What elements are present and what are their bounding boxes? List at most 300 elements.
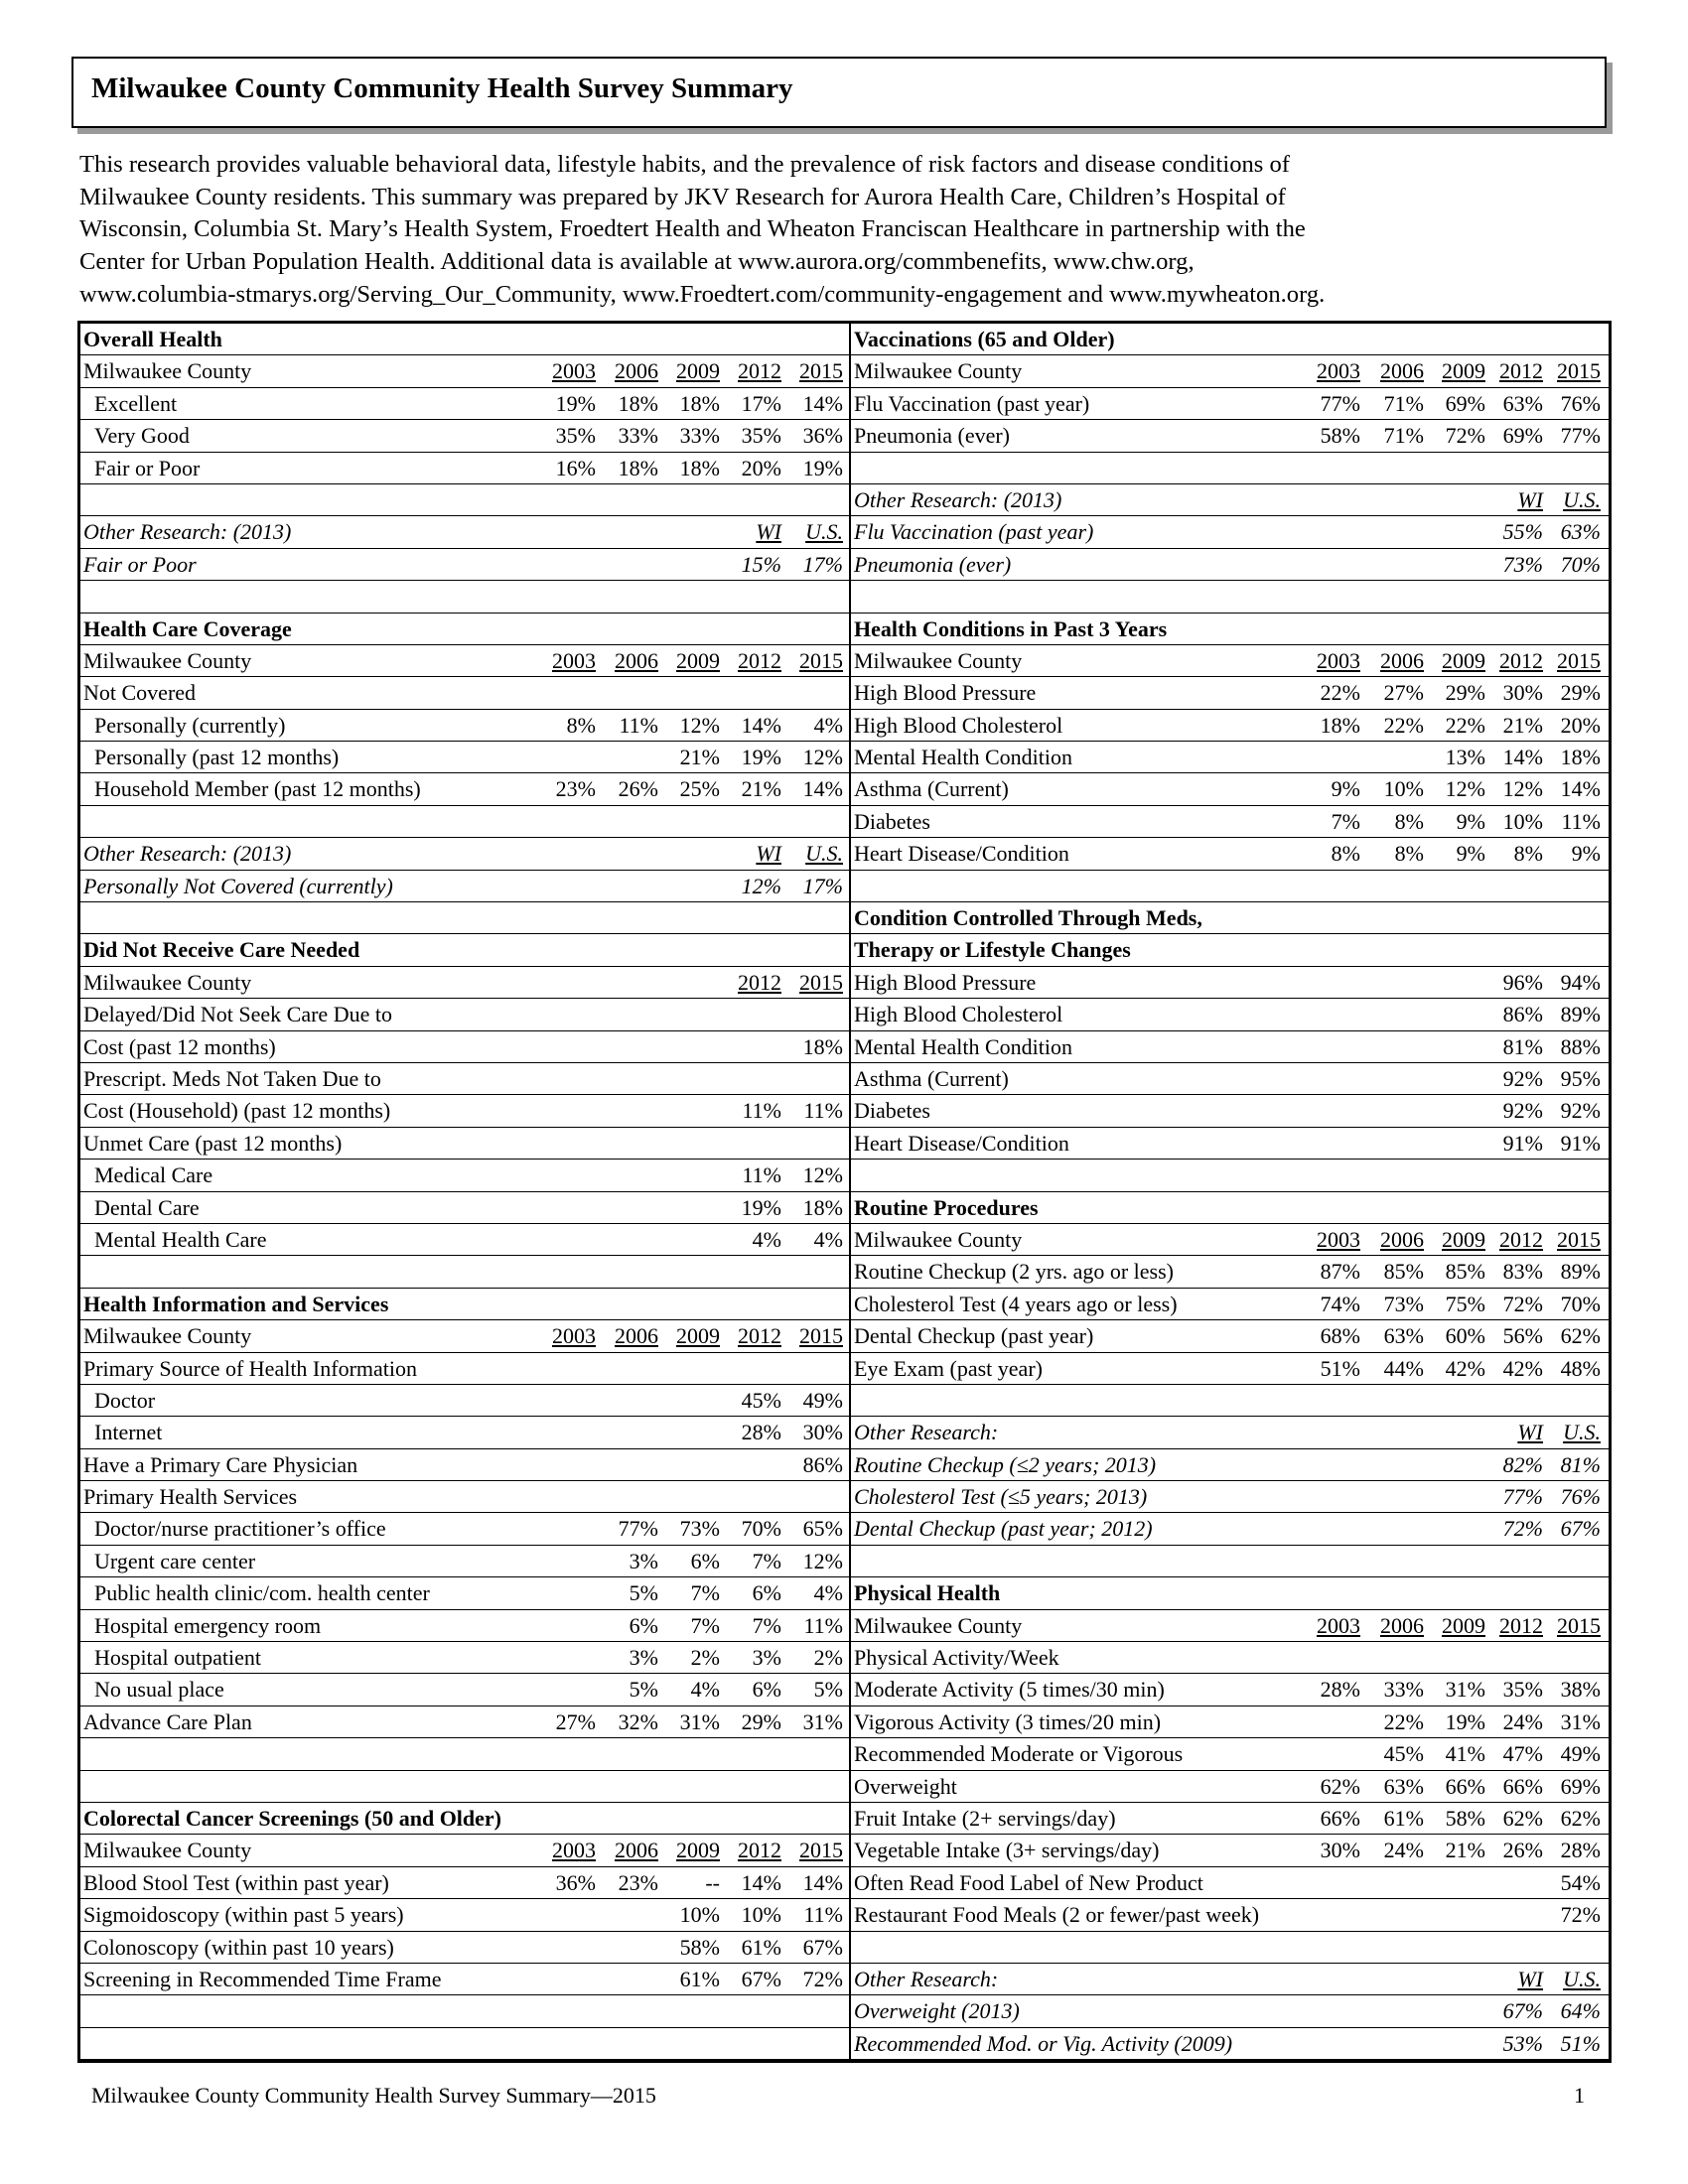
- value-cell: 10%: [741, 1902, 781, 1928]
- value-cell: 5%: [629, 1580, 658, 1606]
- section-heading: [851, 1577, 1609, 1609]
- value-cell: 89%: [1560, 1259, 1601, 1285]
- blank-row: [851, 1385, 1609, 1417]
- value-cell: 2003: [552, 358, 596, 384]
- value-cell: 9%: [1571, 841, 1601, 867]
- blank-row: [851, 581, 1609, 613]
- row-label: Moderate Activity (5 times/30 min): [854, 1677, 1165, 1703]
- value-cell: 7%: [1331, 808, 1360, 834]
- value-cell: 4%: [690, 1677, 720, 1703]
- row-label: Cost (Household) (past 12 months): [83, 1098, 391, 1124]
- row-label: Screening in Recommended Time Frame: [83, 1966, 442, 1991]
- section-heading: [80, 614, 849, 645]
- table-row: [80, 1577, 849, 1609]
- table-row: [80, 453, 849, 484]
- value-cell: 77%: [1502, 1484, 1543, 1510]
- value-cell: 2012: [738, 1323, 781, 1349]
- row-label: Personally Not Covered (currently): [83, 873, 393, 898]
- value-cell: 47%: [1502, 1741, 1543, 1767]
- value-cell: 28%: [741, 1420, 781, 1445]
- value-cell: 69%: [1560, 1773, 1601, 1799]
- section-heading: [80, 934, 849, 966]
- table-row: [851, 1835, 1609, 1866]
- value-cell: 12%: [802, 1548, 843, 1573]
- value-cell: 76%: [1560, 1484, 1601, 1510]
- value-cell: 31%: [1560, 1708, 1601, 1734]
- value-cell: 6%: [690, 1548, 720, 1573]
- value-cell: 51%: [1560, 2030, 1601, 2056]
- value-cell: U.S.: [1563, 486, 1601, 512]
- value-cell: 20%: [741, 455, 781, 480]
- table-row: [80, 1095, 849, 1127]
- value-cell: 6%: [629, 1612, 658, 1638]
- value-cell: 19%: [802, 455, 843, 480]
- value-cell: WI: [1517, 1420, 1543, 1445]
- value-cell: 62%: [1560, 1805, 1601, 1831]
- value-cell: 26%: [1502, 1838, 1543, 1863]
- value-cell: 82%: [1502, 1451, 1543, 1477]
- table-row: [851, 742, 1609, 773]
- intro-line: Milwaukee County residents. This summary was prepared by JKV Research for Aurora Health Care, Children’s Hospital of: [79, 183, 1286, 210]
- value-cell: 72%: [1445, 423, 1485, 449]
- row-label: Primary Source of Health Information: [83, 1355, 418, 1381]
- value-cell: 8%: [1513, 841, 1543, 867]
- value-cell: 18%: [679, 390, 720, 416]
- table-row: [80, 1160, 849, 1191]
- blank-row: [80, 1738, 849, 1770]
- value-cell: 66%: [1445, 1773, 1485, 1799]
- row-label: Overweight: [854, 1773, 957, 1799]
- value-cell: 67%: [741, 1966, 781, 1991]
- value-cell: 16%: [555, 455, 596, 480]
- value-cell: 25%: [679, 776, 720, 802]
- section-heading: [851, 902, 1609, 934]
- table-row: [80, 1481, 849, 1513]
- value-cell: 2009: [1442, 647, 1485, 673]
- row-label: Fair or Poor: [94, 455, 201, 480]
- value-cell: 74%: [1320, 1291, 1360, 1316]
- row-label: Milwaukee County: [83, 1838, 252, 1863]
- table-row: [80, 1192, 849, 1224]
- table-row: [80, 710, 849, 742]
- value-cell: 2015: [1557, 358, 1601, 384]
- value-cell: 21%: [741, 776, 781, 802]
- value-cell: 2012: [1499, 647, 1543, 673]
- value-cell: 22%: [1383, 712, 1424, 738]
- value-cell: 2009: [1442, 1226, 1485, 1252]
- row-label: Primary Health Services: [83, 1484, 298, 1510]
- value-cell: 21%: [1445, 1838, 1485, 1863]
- value-cell: 30%: [802, 1420, 843, 1445]
- section-heading: [851, 1192, 1609, 1224]
- row-label: Milwaukee County: [83, 969, 252, 995]
- value-cell: 10%: [1502, 808, 1543, 834]
- value-cell: 19%: [1445, 1708, 1485, 1734]
- value-cell: 6%: [752, 1677, 781, 1703]
- value-cell: 72%: [802, 1966, 843, 1991]
- value-cell: 67%: [802, 1934, 843, 1960]
- value-cell: 73%: [1383, 1291, 1424, 1316]
- table-row: [80, 677, 849, 709]
- row-label: Dental Checkup (past year; 2012): [854, 1516, 1153, 1542]
- value-cell: 2012: [738, 969, 781, 995]
- value-cell: 70%: [1560, 1291, 1601, 1316]
- value-cell: 8%: [566, 712, 596, 738]
- value-cell: 7%: [752, 1548, 781, 1573]
- table-row: [80, 1031, 849, 1063]
- value-cell: 58%: [679, 1934, 720, 1960]
- value-cell: 2012: [1499, 358, 1543, 384]
- value-cell: 7%: [690, 1612, 720, 1638]
- row-label: High Blood Cholesterol: [854, 712, 1063, 738]
- table-row: [80, 1706, 849, 1738]
- value-cell: 67%: [1560, 1516, 1601, 1542]
- other-research-header: [851, 1964, 1609, 1995]
- row-label: Blood Stool Test (within past year): [83, 1869, 389, 1895]
- value-cell: 2012: [738, 358, 781, 384]
- value-cell: 18%: [679, 455, 720, 480]
- value-cell: 2009: [676, 1323, 720, 1349]
- value-cell: 21%: [1502, 712, 1543, 738]
- value-cell: 2%: [813, 1645, 843, 1671]
- row-label: Heart Disease/Condition: [854, 841, 1069, 867]
- value-cell: 2006: [615, 647, 658, 673]
- value-cell: 58%: [1445, 1805, 1485, 1831]
- table-row: [80, 1867, 849, 1899]
- row-label: Personally (past 12 months): [94, 745, 340, 770]
- other-research-row: [851, 1481, 1609, 1513]
- row-label: Pneumonia (ever): [854, 551, 1012, 577]
- value-cell: 18%: [802, 1033, 843, 1059]
- value-cell: 11%: [803, 1612, 843, 1638]
- value-cell: 2003: [1317, 647, 1360, 673]
- other-research-header: [851, 484, 1609, 516]
- value-cell: 11%: [1561, 808, 1601, 834]
- row-label: Advance Care Plan: [83, 1708, 252, 1734]
- value-cell: 11%: [742, 1098, 781, 1124]
- value-cell: 2009: [676, 358, 720, 384]
- table-row: [851, 677, 1609, 709]
- value-cell: 45%: [741, 1387, 781, 1413]
- value-cell: 8%: [1394, 808, 1424, 834]
- value-cell: 2009: [1442, 1612, 1485, 1638]
- value-cell: 66%: [1502, 1773, 1543, 1799]
- row-label: Prescript. Meds Not Taken Due to: [83, 1065, 381, 1091]
- value-cell: 2015: [799, 1838, 843, 1863]
- row-label: Overweight (2013): [854, 1998, 1020, 2024]
- value-cell: 11%: [619, 712, 658, 738]
- value-cell: 76%: [1560, 390, 1601, 416]
- blank-row: [851, 871, 1609, 902]
- value-cell: 29%: [1445, 680, 1485, 706]
- value-cell: 69%: [1445, 390, 1485, 416]
- row-label: Milwaukee County: [83, 647, 252, 673]
- value-cell: 19%: [741, 1194, 781, 1220]
- row-label: Routine Procedures: [854, 1194, 1039, 1220]
- row-label: Milwaukee County: [83, 358, 252, 384]
- row-label: Other Research:: [854, 1966, 999, 1991]
- value-cell: 8%: [1394, 841, 1424, 867]
- value-cell: 85%: [1445, 1259, 1485, 1285]
- intro-line: Wisconsin, Columbia St. Mary’s Health System, Froedtert Health and Wheaton Franciscan Healthcare in partnership with the: [79, 215, 1306, 243]
- value-cell: 14%: [802, 776, 843, 802]
- table-row: [851, 1642, 1609, 1674]
- other-research-header: [80, 838, 849, 870]
- table-row: [851, 806, 1609, 838]
- value-cell: 71%: [1383, 423, 1424, 449]
- value-cell: 61%: [1383, 1805, 1424, 1831]
- row-label: Physical Activity/Week: [854, 1645, 1059, 1671]
- value-cell: 62%: [1560, 1323, 1601, 1349]
- value-cell: 60%: [1445, 1323, 1485, 1349]
- row-label: Milwaukee County: [854, 1612, 1023, 1638]
- value-cell: 44%: [1383, 1355, 1424, 1381]
- row-label: Mental Health Care: [94, 1226, 267, 1252]
- value-cell: 91%: [1502, 1130, 1543, 1156]
- table-row: [80, 1513, 849, 1545]
- value-cell: 9%: [1456, 808, 1485, 834]
- value-cell: 73%: [679, 1516, 720, 1542]
- table-row: [80, 1610, 849, 1642]
- value-cell: 38%: [1560, 1677, 1601, 1703]
- row-label: Very Good: [94, 423, 190, 449]
- value-cell: 81%: [1502, 1033, 1543, 1059]
- value-cell: 92%: [1560, 1098, 1601, 1124]
- value-cell: 72%: [1502, 1516, 1543, 1542]
- value-cell: 29%: [1560, 680, 1601, 706]
- value-cell: WI: [756, 841, 781, 867]
- value-cell: 24%: [1383, 1838, 1424, 1863]
- table-row: [851, 1771, 1609, 1803]
- value-cell: 35%: [1502, 1677, 1543, 1703]
- year-header-row: [851, 355, 1609, 387]
- blank-row: [80, 1995, 849, 2027]
- row-label: Vigorous Activity (3 times/20 min): [854, 1708, 1162, 1734]
- row-label: Mental Health Condition: [854, 1033, 1072, 1059]
- value-cell: 73%: [1502, 551, 1543, 577]
- table-row: [851, 1674, 1609, 1706]
- value-cell: 70%: [741, 1516, 781, 1542]
- value-cell: 12%: [802, 1162, 843, 1188]
- value-cell: 8%: [1331, 841, 1360, 867]
- value-cell: 66%: [1320, 1805, 1360, 1831]
- row-label: Health Information and Services: [83, 1291, 389, 1316]
- value-cell: 2015: [1557, 1612, 1601, 1638]
- value-cell: 29%: [741, 1708, 781, 1734]
- row-label: Restaurant Food Meals (2 or fewer/past week): [854, 1902, 1260, 1928]
- row-label: Hospital emergency room: [94, 1612, 322, 1638]
- value-cell: 3%: [752, 1645, 781, 1671]
- row-label: No usual place: [94, 1677, 224, 1703]
- section-heading: [851, 934, 1609, 966]
- value-cell: 12%: [741, 873, 781, 898]
- value-cell: 30%: [1502, 680, 1543, 706]
- value-cell: 2012: [1499, 1612, 1543, 1638]
- value-cell: 14%: [802, 1869, 843, 1895]
- value-cell: 2003: [552, 1323, 596, 1349]
- value-cell: 51%: [1320, 1355, 1360, 1381]
- value-cell: 30%: [1320, 1838, 1360, 1863]
- year-header-row: [80, 645, 849, 677]
- value-cell: 31%: [802, 1708, 843, 1734]
- value-cell: 2%: [690, 1645, 720, 1671]
- table-row: [80, 773, 849, 805]
- row-label: Milwaukee County: [83, 1323, 252, 1349]
- row-label: Routine Checkup (2 yrs. ago or less): [854, 1259, 1174, 1285]
- row-label: Have a Primary Care Physician: [83, 1451, 358, 1477]
- value-cell: 2012: [1499, 1226, 1543, 1252]
- value-cell: 19%: [741, 745, 781, 770]
- row-label: Therapy or Lifestyle Changes: [854, 937, 1131, 963]
- value-cell: 68%: [1320, 1323, 1360, 1349]
- other-research-row: [851, 1513, 1609, 1545]
- table-row: [80, 1385, 849, 1417]
- row-label: Doctor: [94, 1387, 156, 1413]
- value-cell: 92%: [1502, 1098, 1543, 1124]
- value-cell: 70%: [1560, 551, 1601, 577]
- row-label: Health Conditions in Past 3 Years: [854, 615, 1168, 641]
- value-cell: 64%: [1560, 1998, 1601, 2024]
- intro-paragraph: [79, 149, 1628, 312]
- table-row: [80, 1449, 849, 1481]
- row-label: Colorectal Cancer Screenings (50 and Older): [83, 1805, 502, 1831]
- row-label: Flu Vaccination (past year): [854, 390, 1090, 416]
- value-cell: 18%: [802, 1194, 843, 1220]
- value-cell: 49%: [802, 1387, 843, 1413]
- value-cell: 85%: [1383, 1259, 1424, 1285]
- value-cell: --: [705, 1869, 720, 1895]
- row-label: Not Covered: [83, 680, 197, 706]
- value-cell: 5%: [629, 1677, 658, 1703]
- value-cell: 2012: [738, 1838, 781, 1863]
- table-row: [80, 420, 849, 452]
- row-label: Other Research: (2013): [83, 519, 292, 545]
- blank-row: [80, 902, 849, 934]
- blank-row: [851, 1160, 1609, 1191]
- value-cell: 36%: [555, 1869, 596, 1895]
- value-cell: WI: [1517, 1966, 1543, 1991]
- value-cell: 86%: [802, 1451, 843, 1477]
- table-row: [851, 1320, 1609, 1352]
- other-research-row: [851, 1449, 1609, 1481]
- table-row: [851, 1899, 1609, 1931]
- row-label: Personally (currently): [94, 712, 286, 738]
- value-cell: 96%: [1502, 969, 1543, 995]
- value-cell: 18%: [1320, 712, 1360, 738]
- year-header-row: [80, 355, 849, 387]
- table-row: [851, 420, 1609, 452]
- value-cell: 12%: [802, 745, 843, 770]
- value-cell: 17%: [802, 551, 843, 577]
- row-label: Medical Care: [94, 1162, 213, 1188]
- value-cell: 48%: [1560, 1355, 1601, 1381]
- row-label: Overall Health: [83, 327, 222, 351]
- row-label: Often Read Food Label of New Product: [854, 1869, 1203, 1895]
- row-label: Physical Health: [854, 1580, 1001, 1606]
- value-cell: U.S.: [805, 841, 843, 867]
- summary-table: [77, 321, 1612, 2063]
- row-label: Flu Vaccination (past year): [854, 519, 1094, 545]
- value-cell: 4%: [813, 712, 843, 738]
- table-row: [851, 1095, 1609, 1127]
- value-cell: 94%: [1560, 969, 1601, 995]
- row-label: Internet: [94, 1420, 163, 1445]
- value-cell: 88%: [1560, 1033, 1601, 1059]
- year-header-row: [851, 1610, 1609, 1642]
- value-cell: 71%: [1383, 390, 1424, 416]
- row-label: Fruit Intake (2+ servings/day): [854, 1805, 1116, 1831]
- row-label: Public health clinic/com. health center: [94, 1580, 430, 1606]
- value-cell: 2006: [1380, 1612, 1424, 1638]
- value-cell: 31%: [679, 1708, 720, 1734]
- value-cell: 89%: [1560, 1002, 1601, 1027]
- row-label: Doctor/nurse practitioner’s office: [94, 1516, 386, 1542]
- value-cell: 27%: [555, 1708, 596, 1734]
- value-cell: 22%: [1320, 680, 1360, 706]
- value-cell: 32%: [618, 1708, 658, 1734]
- value-cell: 14%: [741, 1869, 781, 1895]
- value-cell: 77%: [1320, 390, 1360, 416]
- value-cell: 35%: [741, 423, 781, 449]
- blank-row: [80, 1771, 849, 1803]
- value-cell: 33%: [618, 423, 658, 449]
- value-cell: 26%: [618, 776, 658, 802]
- row-label: Milwaukee County: [854, 358, 1023, 384]
- row-label: Diabetes: [854, 1098, 930, 1124]
- intro-line: www.columbia-stmarys.org/Serving_Our_Community, www.Froedtert.com/community-engagement and www.mywheaton.org.: [79, 280, 1326, 308]
- value-cell: 9%: [1331, 776, 1360, 802]
- row-label: Milwaukee County: [854, 1226, 1023, 1252]
- table-row: [851, 999, 1609, 1030]
- table-row: [80, 1674, 849, 1706]
- value-cell: 2006: [1380, 1226, 1424, 1252]
- table-row: [80, 1899, 849, 1931]
- value-cell: 86%: [1502, 1002, 1543, 1027]
- value-cell: 33%: [679, 423, 720, 449]
- blank-row: [80, 1256, 849, 1288]
- row-label: Asthma (Current): [854, 776, 1009, 802]
- value-cell: 15%: [741, 551, 781, 577]
- table-row: [851, 967, 1609, 999]
- other-research-row: [851, 549, 1609, 581]
- value-cell: 18%: [1560, 745, 1601, 770]
- value-cell: U.S.: [805, 519, 843, 545]
- value-cell: 81%: [1560, 1451, 1601, 1477]
- blank-row: [851, 1932, 1609, 1964]
- table-row: [80, 1063, 849, 1095]
- value-cell: 9%: [1456, 841, 1485, 867]
- row-label: Household Member (past 12 months): [94, 776, 421, 802]
- value-cell: 56%: [1502, 1323, 1543, 1349]
- value-cell: 63%: [1383, 1773, 1424, 1799]
- value-cell: 2009: [1442, 358, 1485, 384]
- table-row: [851, 1803, 1609, 1835]
- other-research-row: [80, 871, 849, 902]
- value-cell: WI: [1517, 486, 1543, 512]
- table-row: [80, 388, 849, 420]
- value-cell: 2015: [1557, 1226, 1601, 1252]
- value-cell: 4%: [813, 1226, 843, 1252]
- value-cell: 10%: [1383, 776, 1424, 802]
- value-cell: 28%: [1560, 1838, 1601, 1863]
- row-label: Sigmoidoscopy (within past 5 years): [83, 1902, 404, 1928]
- year-header-row: [80, 1835, 849, 1866]
- value-cell: 14%: [1560, 776, 1601, 802]
- blank-row: [851, 1546, 1609, 1577]
- row-label: Mental Health Condition: [854, 745, 1072, 770]
- section-heading: [80, 324, 849, 355]
- value-cell: 33%: [1383, 1677, 1424, 1703]
